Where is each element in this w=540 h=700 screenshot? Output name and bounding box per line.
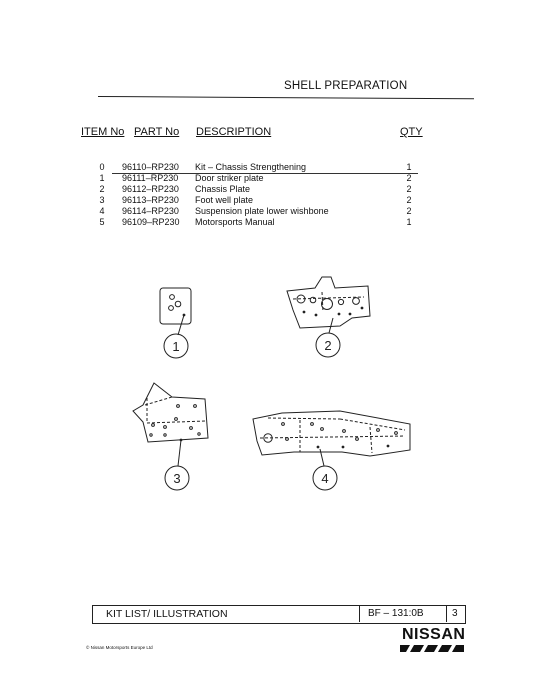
item-number: 0 <box>99 162 105 172</box>
part-number: 96112–RP230 <box>122 184 179 194</box>
item-number: 3 <box>99 195 105 205</box>
column-header-qty: QTY <box>400 126 423 138</box>
item-number: 1 <box>99 173 105 183</box>
item-number: 4 <box>99 206 105 216</box>
footer-title: KIT LIST/ ILLUSTRATION <box>106 608 228 620</box>
page-title: SHELL PREPARATION <box>284 80 408 92</box>
part-4-suspension-plate <box>253 411 410 490</box>
nissan-logo: NISSAN <box>402 626 466 643</box>
column-header-part: PART No <box>134 126 180 138</box>
part-number: 96110–RP230 <box>122 162 179 172</box>
part-number: 96109–RP230 <box>122 217 180 227</box>
part-description: Kit – Chassis Strengthening <box>195 162 307 172</box>
item-number: 5 <box>99 217 105 227</box>
callout-2-label: 2 <box>324 338 332 353</box>
part-description: Suspension plate lower wishbone <box>195 206 329 216</box>
column-header-item: ITEM No <box>81 126 125 138</box>
part-number: 96113–RP230 <box>122 195 179 205</box>
part-qty: 2 <box>406 206 412 216</box>
copyright-notice: © Nissan Motorsports Europe Ltd <box>86 645 153 650</box>
part-description: Motorsports Manual <box>195 217 275 227</box>
part-number: 96111–RP230 <box>122 173 179 183</box>
callout-1-label: 1 <box>172 339 180 354</box>
part-qty: 1 <box>406 217 412 227</box>
part-2-chassis-plate <box>287 277 370 357</box>
callout-4-label: 4 <box>321 471 329 486</box>
part-qty: 2 <box>406 173 412 183</box>
logo-stripe-icon <box>400 645 464 652</box>
part-description: Door striker plate <box>195 173 264 183</box>
part-description: Chassis Plate <box>195 184 251 194</box>
part-number: 96114–RP230 <box>122 206 179 216</box>
column-header-description: DESCRIPTION <box>196 126 272 138</box>
part-description: Foot well plate <box>195 195 254 205</box>
page-number: 3 <box>452 608 458 619</box>
part-qty: 1 <box>406 162 412 172</box>
part-qty: 2 <box>406 195 412 205</box>
footer-page-separator <box>446 605 447 622</box>
document-reference: BF – 131:0B <box>368 608 424 619</box>
callout-3-label: 3 <box>173 471 181 486</box>
part-1-door-striker-plate <box>160 288 191 358</box>
part-qty: 2 <box>406 184 412 194</box>
item-number: 2 <box>99 184 105 194</box>
part-3-foot-well-plate <box>133 383 208 490</box>
